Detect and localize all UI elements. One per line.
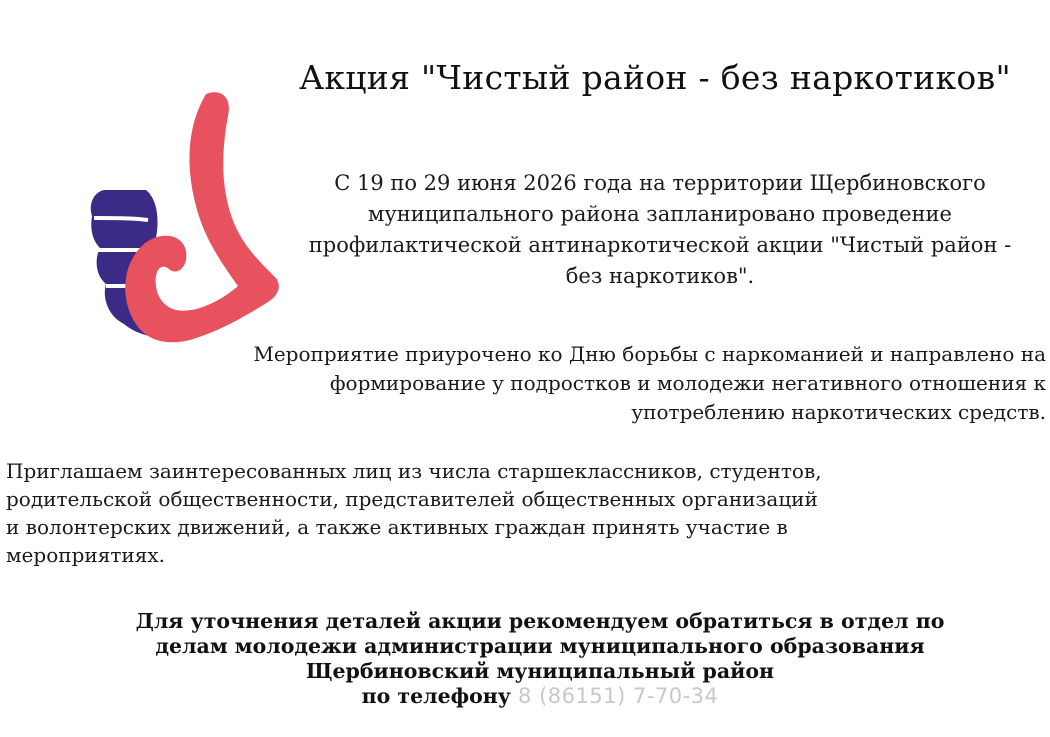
announcement-paragraph: С 19 по 29 июня 2026 года на территории Щербиновского муниципального района запланировано проведение профилактической антинаркотической акции "Чистый район - без наркотиков". <box>308 171 1012 288</box>
contact-line-2: делам молодежи администрации муниципального образования <box>155 634 925 658</box>
invitation-paragraph: Приглашаем заинтересованных лиц из числа старшеклассников, студентов, родительской общественности, представителей общественных организаций и волонтерских движений, а также активных граждан принять участие в мероприятиях. <box>6 459 822 567</box>
contact-line-4 <box>90 684 990 709</box>
purpose-paragraph: Мероприятие приурочено ко Дню борьбы с наркоманией и направлено на формирование у подростков и молодежи негативного отношения к употреблению наркотических средств. <box>253 342 1046 424</box>
contact-line-1: Для уточнения деталей акции рекомендуем обратиться в отдел по <box>135 609 945 633</box>
contact-line-3: Щербиновский муниципальный район <box>305 659 775 683</box>
page-title: Акция "Чистый район - без наркотиков" <box>299 58 1011 97</box>
phone-number[interactable]: 8 (86151) 7-70-34 <box>518 684 719 708</box>
contact-block <box>90 609 990 709</box>
thumbs-up-heart-icon <box>86 88 282 346</box>
phone-prefix: по телефону <box>361 684 519 708</box>
